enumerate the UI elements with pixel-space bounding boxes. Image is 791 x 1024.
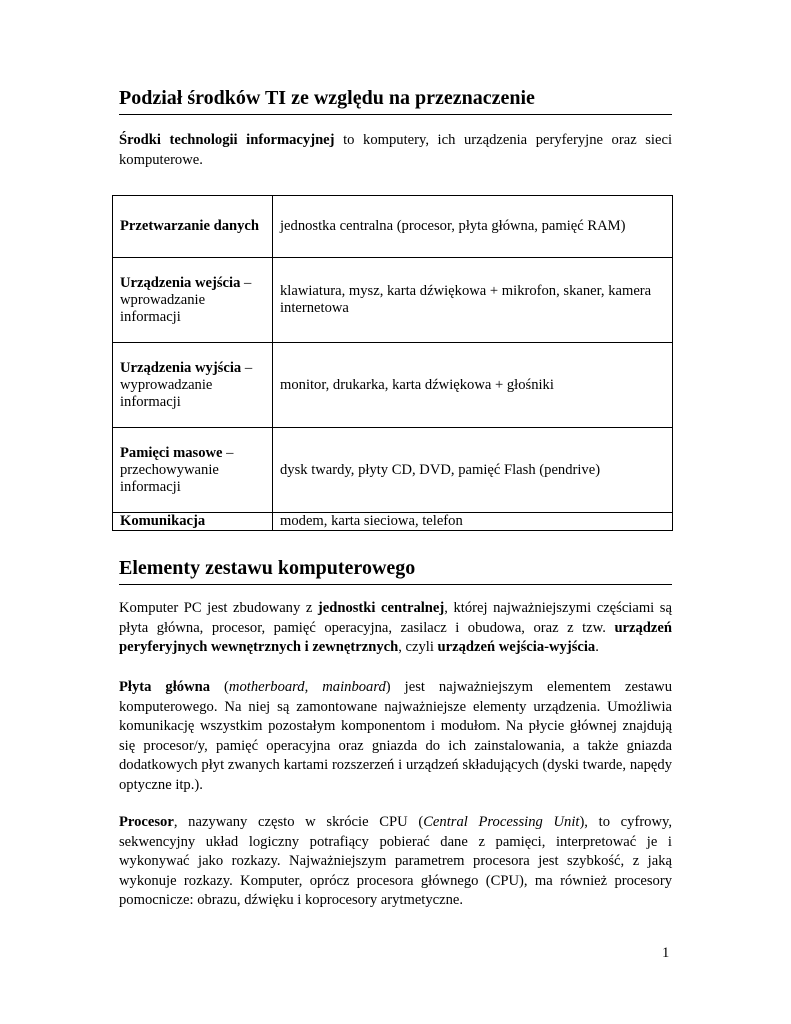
table-row	[113, 258, 673, 343]
table-row	[113, 343, 673, 428]
text-run: ) jest najważniejszym elementem zestawu komputerowego. Na niej są zamontowane najważniejsze elementy urządzenia. Umożliwia komunikację wszystkim pozostałym komponentom i modułom. Na płycie głównej znajdują się procesor/y, pamięć operacyjna oraz gniazda do ich zainstalowania, a także gniazda dodatkowych płyt zwanych kartami rozszerzeń i urządzeń składujących (dyski twarde, napędy optyczne itp.).	[119, 679, 672, 793]
bold-term: Procesor	[119, 814, 174, 830]
bold-term: urządzeń wejścia-wyjścia	[437, 639, 596, 656]
table-value-cell: klawiatura, mysz, karta dźwiękowa + mikrofon, skaner, kamera internetowa	[273, 258, 673, 343]
text-run: , której najważniejszymi częściami są płyta główna, procesor, pamięć operacyjna, zasilacz i obudowa, oraz z tzw.	[119, 600, 672, 636]
category-label: Pamięci masowe	[120, 444, 223, 461]
italic-term: motherboard, mainboard	[228, 679, 386, 695]
intro-paragraph	[119, 131, 672, 170]
category-description: – wprowadzanie informacji	[120, 274, 252, 325]
paragraph-plyta-glowna	[119, 678, 672, 796]
intro-term: Środki technologii informacyjnej	[119, 132, 335, 148]
category-label: Przetwarzanie danych	[120, 218, 260, 234]
category-label: Komunikacja	[120, 513, 206, 529]
category-label: Urządzenia wyjścia	[120, 359, 242, 376]
table-value-cell: jednostka centralna (procesor, płyta główna, pamięć RAM)	[273, 196, 673, 258]
section-title-srodki-ti: Podział środków TI ze względu na przeznaczenie	[119, 86, 672, 115]
text-run: ), to cyfrowy, sekwencyjny układ logiczny potrafiący pobierać dane z pamięci, interpretować je i wykonywać jako rozkazy. Najważniejszym parametrem procesora jest szybkość, z jaką wykonuje rozkazy. Komputer, oprócz procesora głównego (CPU), ma również procesory pomocnicze: obrazu, dźwięku i koprocesory arytmetyczne.	[119, 814, 673, 909]
section-title-elementy-zestawu: Elementy zestawu komputerowego	[119, 556, 672, 585]
paragraph-komputer-pc	[119, 599, 672, 658]
table-category-cell	[113, 196, 273, 258]
table-category-cell	[113, 428, 273, 513]
text-run: , czyli	[398, 639, 438, 656]
italic-term: Central Processing Unit	[423, 814, 580, 830]
table-row	[113, 428, 673, 513]
text-run: , nazywany często w skrócie CPU (	[173, 814, 424, 830]
text-run: (	[210, 679, 229, 695]
bold-term: urządzeń peryferyjnych wewnętrznych i zewnętrznych	[119, 619, 672, 656]
bold-term: Płyta główna	[119, 679, 211, 695]
table-value-cell: monitor, drukarka, karta dźwiękowa + głośniki	[273, 343, 673, 428]
table-value-cell: modem, karta sieciowa, telefon	[273, 513, 673, 531]
paragraph-procesor	[119, 813, 672, 911]
table-category-cell	[113, 258, 273, 343]
table-value-cell: dysk twardy, płyty CD, DVD, pamięć Flash (pendrive)	[273, 428, 673, 513]
bold-term: jednostki centralnej	[317, 600, 445, 616]
intro-text: to komputery, ich urządzenia peryferyjne oraz sieci komputerowe.	[119, 132, 672, 168]
it-resources-table	[112, 195, 673, 531]
category-label: Urządzenia wejścia	[120, 274, 241, 291]
text-run: Komputer PC jest zbudowany z	[119, 600, 318, 616]
text-run: .	[595, 639, 599, 656]
category-description: – wyprowadzanie informacji	[120, 359, 253, 410]
page-number: 1	[662, 945, 670, 961]
table-row	[113, 196, 673, 258]
table-category-cell	[113, 513, 273, 531]
category-description: – przechowywanie informacji	[120, 444, 234, 495]
table-row	[113, 513, 673, 531]
table-category-cell	[113, 343, 273, 428]
